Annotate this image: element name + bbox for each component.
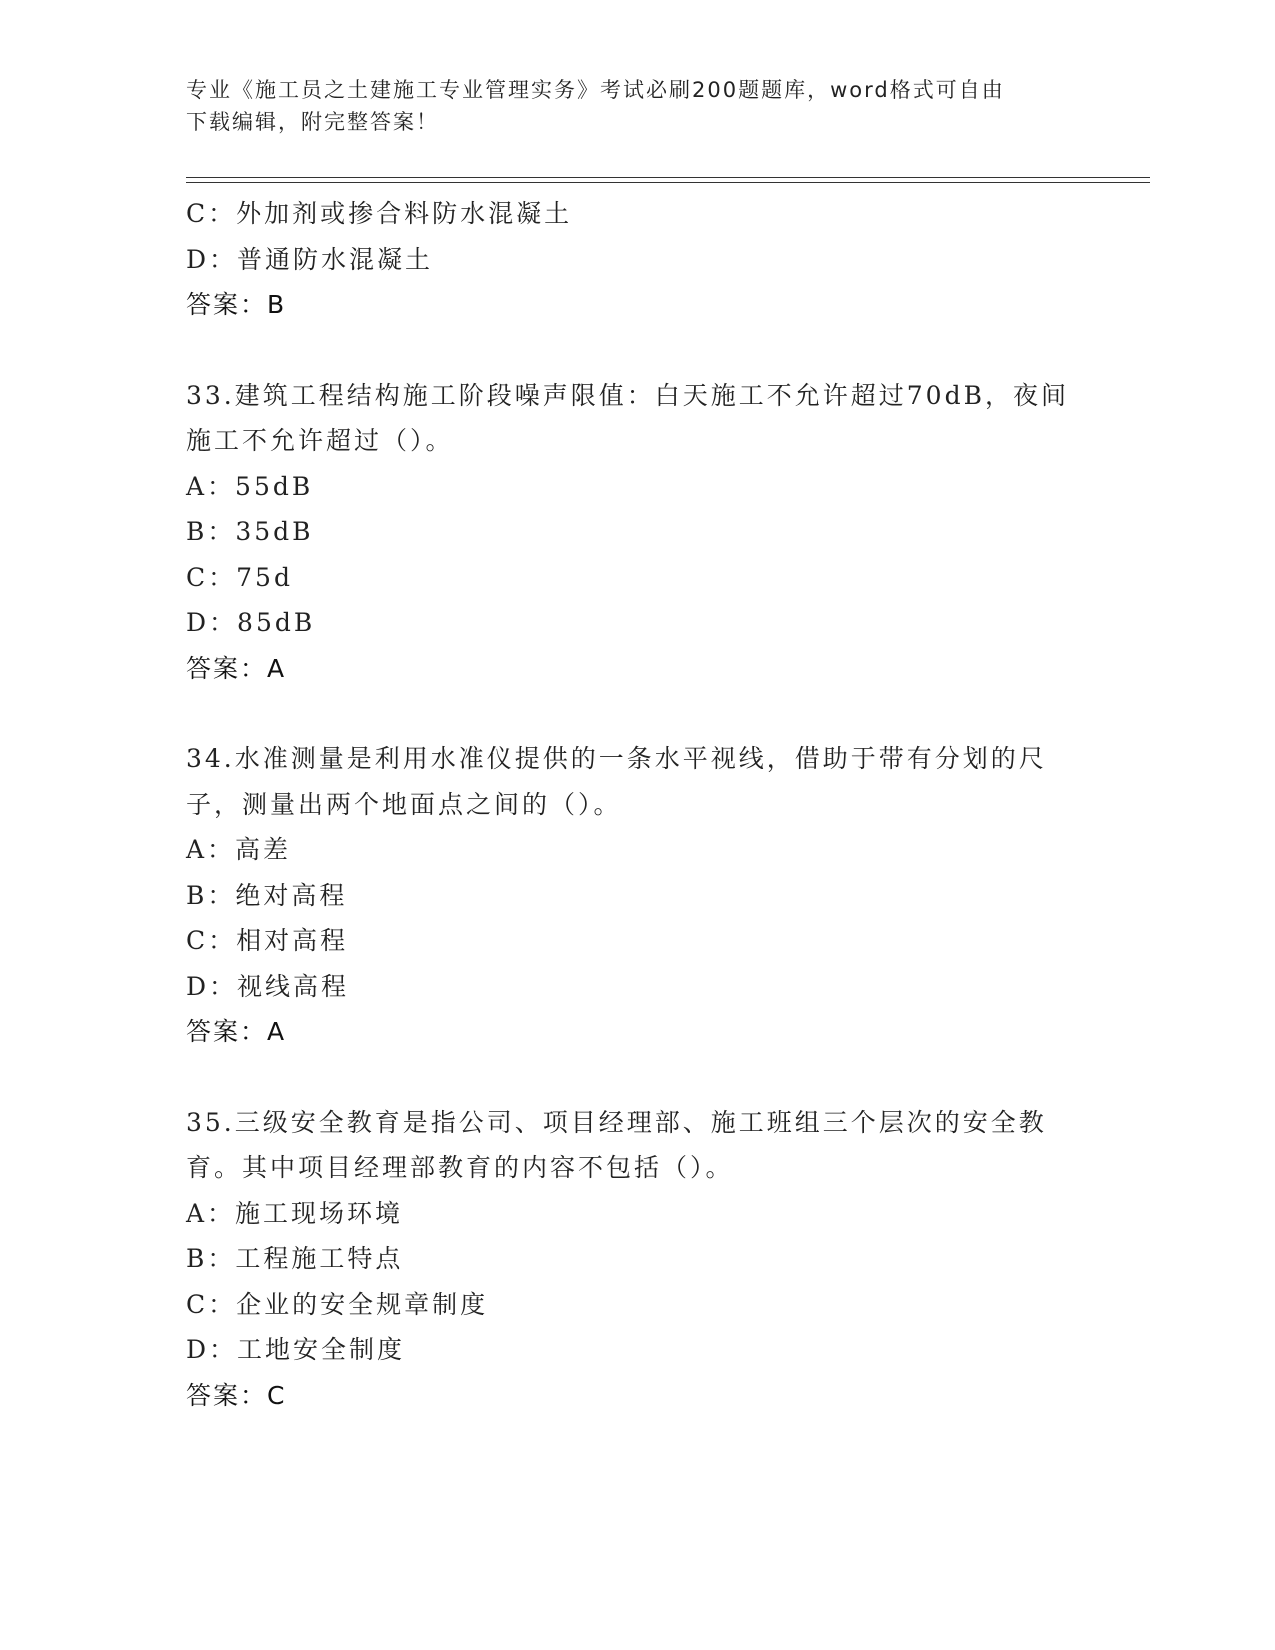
answer-line: 答案：C bbox=[186, 1380, 287, 1410]
option-a: A：施工现场环境 bbox=[186, 1198, 404, 1228]
stem-line: 施工不允许超过（）。 bbox=[186, 426, 454, 455]
stem-line: 育。其中项目经理部教育的内容不包括（）。 bbox=[186, 1153, 734, 1182]
question-spacer bbox=[186, 328, 1086, 373]
header-line-1: 专业《施工员之土建施工专业管理实务》考试必刷200题题库，word格式可自由 bbox=[186, 78, 1005, 102]
option-b: B：工程施工特点 bbox=[186, 1244, 404, 1273]
header-divider-bottom bbox=[186, 182, 1150, 183]
option-d: D：工地安全制度 bbox=[186, 1335, 406, 1364]
question-32-continued bbox=[186, 191, 1086, 328]
option-b: B：绝对高程 bbox=[186, 880, 348, 910]
question-stem bbox=[186, 736, 1086, 827]
option-c: C：75d bbox=[186, 562, 293, 592]
stem-line: 34.水准测量是利用水准仪提供的一条水平视线，借助于带有分划的尺 bbox=[186, 744, 1047, 773]
option-a: A：高差 bbox=[186, 835, 292, 864]
document-header bbox=[186, 74, 1086, 138]
stem-line: 35.三级安全教育是指公司、项目经理部、施工班组三个层次的安全教 bbox=[186, 1107, 1047, 1137]
header-divider-top bbox=[186, 177, 1150, 178]
answer-line: 答案：B bbox=[186, 290, 287, 319]
option-b: B：35dB bbox=[186, 517, 314, 546]
option-d: D：视线高程 bbox=[186, 971, 350, 1001]
question-stem bbox=[186, 1100, 1086, 1191]
option-c: C：企业的安全规章制度 bbox=[186, 1289, 489, 1319]
question-content bbox=[186, 191, 1086, 1418]
stem-line: 33.建筑工程结构施工阶段噪声限值：白天施工不允许超过70dB，夜间 bbox=[186, 380, 1069, 410]
option-c: C：相对高程 bbox=[186, 926, 349, 955]
answer-line: 答案：A bbox=[186, 1017, 287, 1046]
header-line-2: 下载编辑，附完整答案！ bbox=[186, 110, 439, 134]
question-34 bbox=[186, 736, 1086, 1055]
question-spacer bbox=[186, 691, 1086, 736]
option-d: D：普通防水混凝土 bbox=[186, 244, 434, 274]
option-c: C：外加剂或掺合料防水混凝土 bbox=[186, 199, 573, 228]
answer-line: 答案：A bbox=[186, 653, 287, 683]
question-33 bbox=[186, 373, 1086, 692]
question-spacer bbox=[186, 1055, 1086, 1100]
option-d: D：85dB bbox=[186, 608, 316, 637]
option-a: A：55dB bbox=[186, 471, 314, 501]
question-35 bbox=[186, 1100, 1086, 1419]
question-stem bbox=[186, 373, 1086, 464]
stem-line: 子，测量出两个地面点之间的（）。 bbox=[186, 789, 622, 819]
